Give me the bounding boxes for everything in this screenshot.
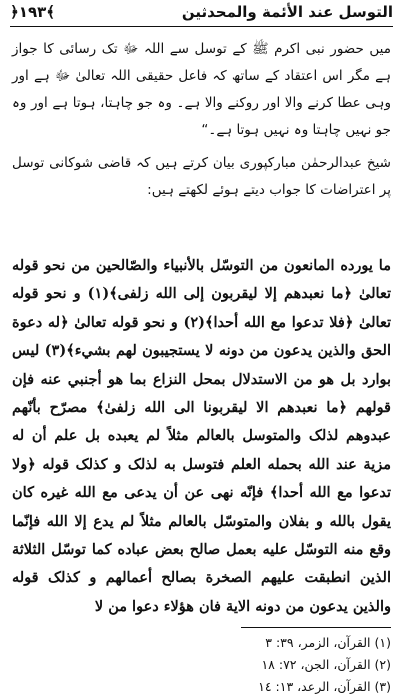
urdu-text-block — [12, 36, 391, 208]
footnote-1: (١) القرآن، الزمر، ٣٩: ٣ — [265, 635, 391, 650]
urdu-paragraph-2: شیخ عبدالرحمٰن مبارکپوری بیان کرتے ہیں کہ قاضی شوکانی توسل پر اعتراضات کا جواب دیتے ہوئے لکھتے ہیں: — [12, 155, 391, 198]
urdu-paragraph-1: میں حضور نبی اکرم ﷺ کے توسل سے اللہ ﷻ تک رسائی کا جواز ہے مگر اس اعتقاد کے ساتھ کہ فاعل حقیقی اللہ تعالیٰ ﷻ ہے اور وہی عطا کرنے والا اور روکنے والا ہے۔ وہ جو چاہتا، ہوتا ہے اور وہ جو نہیں چاہتا وہ نہیں ہوتا ہے۔“ — [12, 41, 391, 138]
arabic-quote-block — [12, 252, 391, 621]
footnotes — [12, 632, 391, 698]
page-header — [10, 0, 393, 24]
header-rule — [10, 26, 393, 27]
arabic-quote-text: ما يورده المانعون من التوسّل بالأنبياء والصّالحين من نحو قوله تعالىٰ ﴿ما نعبدهم إلا ليقربون إلى الله زلفى﴾(١) و نحو قوله تعالىٰ ﴿فلا تدعوا مع الله أحدا﴾(٢) و نحو قوله تعالىٰ ﴿له دعوة الحق والذين يدعون من دونه لا يستجيبون لهم بشيء﴾(٣) ليس بوارد بل هو من الاستدلال بمحل النزاع بما هو أجنبي عنه فإن قولهم ﴿ما نعبدهم الا ليقربونا الى الله زلفىٰ﴾ مصرّح بأنّهم عبدوهم لذلک والمتوسل بالعالم مثلاً لم يعبده بل علم أن له مزية عند الله بحمله العلم فتوسل به لذلک و کذلک قوله ﴿ولا تدعوا مع الله أحدا﴾ فإنّه نهى عن أن يدعى مع الله غيره كان يقول بالله و بفلان والمتوسّل بالعالم مثلاً لم يدع إلا الله فإنّما وقع منه التوسّل عليه بعمل صالح بعض عباده کما توسّل الثلاثة الذين انطبقت عليهم الصخرة بصالح أعمالهم و کذلک قوله والذين يدعون من دونه الاية فان هؤلاء دعوا من لا — [12, 257, 391, 615]
running-title: التوسل عند الأئمة والمحدثين — [181, 3, 393, 21]
footnote-3: (٣) القرآن، الرعد، ١٣: ١٤ — [258, 679, 391, 694]
page-number: ﴿۱۹۳﴾ — [10, 3, 56, 21]
footnote-rule — [241, 627, 391, 628]
footnote-2: (٢) القرآن، الجن، ٧٢: ١٨ — [261, 657, 391, 672]
